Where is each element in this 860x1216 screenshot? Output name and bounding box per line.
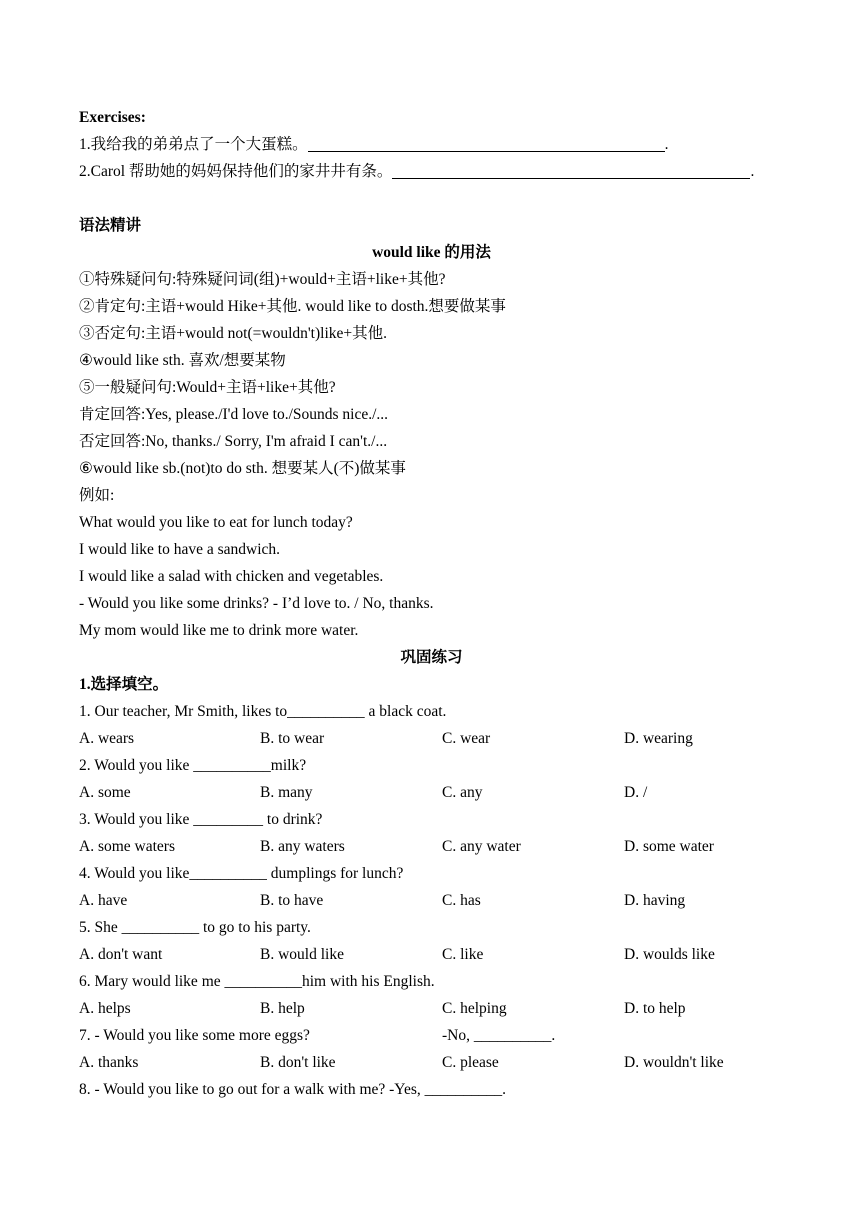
spacer [79,185,784,212]
option-a[interactable]: A. don't want [79,946,163,963]
option-c[interactable]: C. has [442,892,481,909]
option-c[interactable]: C. any water [442,838,521,855]
option-a[interactable]: A. helps [79,1000,131,1017]
question-options [79,833,784,860]
example-sentence: I would like a salad with chicken and vegetables. [79,568,384,585]
option-c[interactable]: C. please [442,1054,499,1071]
grammar-title: would like 的用法 [372,244,491,261]
option-b[interactable]: B. don't like [260,1054,336,1071]
option-a[interactable]: A. some [79,784,131,801]
grammar-line: ①特殊疑问句:特殊疑问词(组)+would+主语+like+其他? [79,271,446,288]
exercise-2 [79,158,784,185]
exercise-1 [79,131,784,158]
grammar-line: ④would like sth. 喜欢/想要某物 [79,352,286,369]
exercises-heading: Exercises: [79,109,146,126]
grammar-line: 例如: [79,487,115,504]
option-b[interactable]: B. to wear [260,730,325,747]
question-stem: 3. Would you like _________ to drink? [79,811,323,828]
worksheet-page [79,104,784,1103]
option-b[interactable]: B. help [260,1000,305,1017]
option-d[interactable]: D. to help [624,1000,686,1017]
grammar-line: ②肯定句:主语+would Hike+其他. would like to dosth.想要做某事 [79,298,506,315]
exercise-1-prompt: 1.我给我的弟弟点了一个大蛋糕。 [79,136,308,153]
question-stem: 2. Would you like __________milk? [79,757,307,774]
option-b[interactable]: B. to have [260,892,324,909]
exercise-2-prompt: 2.Carol 帮助她的妈妈保持他们的家井井有条。 [79,163,393,180]
answer-blank-1[interactable] [308,135,665,152]
question-options [79,779,784,806]
answer-blank-2[interactable] [392,162,750,179]
option-a[interactable]: A. some waters [79,838,175,855]
option-d[interactable]: D. having [624,892,686,909]
option-c[interactable]: C. wear [442,730,491,747]
question-stem: 1. Our teacher, Mr Smith, likes to__________ a black coat. [79,703,447,720]
option-b[interactable]: B. any waters [260,838,345,855]
exercise-1-end: . [664,136,669,153]
grammar-line: ③否定句:主语+would not(=wouldn't)like+其他. [79,325,388,342]
option-c[interactable]: C. helping [442,1000,507,1017]
option-d[interactable]: D. woulds like [624,946,715,963]
practice-title: 巩固练习 [400,649,463,666]
grammar-line: 肯定回答:Yes, please./I'd love to./Sounds nice./... [79,406,389,423]
option-a[interactable]: A. have [79,892,128,909]
question-options [79,725,784,752]
question-stem: 5. She __________ to go to his party. [79,919,311,936]
exercise-2-end: . [750,163,755,180]
grammar-line: ⑥would like sb.(not)to do sth. 想要某人(不)做某事 [79,460,406,477]
option-b[interactable]: B. many [260,784,313,801]
option-c[interactable]: C. like [442,946,484,963]
question-stem: 4. Would you like__________ dumplings for lunch? [79,865,404,882]
option-d[interactable]: D. / [624,784,648,801]
question-options [79,887,784,914]
practice-part-heading: 1.选择填空。 [79,676,169,693]
example-sentence: My mom would like me to drink more water. [79,622,359,639]
question-stem: 8. - Would you like to go out for a walk with me? -Yes, __________. [79,1081,506,1098]
option-d[interactable]: D. wearing [624,730,693,747]
grammar-line: ⑤一般疑问句:Would+主语+like+其他? [79,379,336,396]
option-a[interactable]: A. thanks [79,1054,139,1071]
question-stem-row [79,1022,784,1049]
option-a[interactable]: A. wears [79,730,135,747]
option-b[interactable]: B. would like [260,946,344,963]
example-sentence: - Would you like some drinks? - I’d love to. / No, thanks. [79,595,434,612]
question-stem: 6. Mary would like me __________him with his English. [79,973,435,990]
example-sentence: I would like to have a sandwich. [79,541,281,558]
grammar-section-heading: 语法精讲 [79,217,142,234]
option-d[interactable]: D. wouldn't like [624,1054,724,1071]
option-d[interactable]: D. some water [624,838,714,855]
question-options [79,995,784,1022]
question-stem: 7. - Would you like some more eggs? [79,1027,310,1044]
option-c[interactable]: C. any [442,784,483,801]
question-options [79,941,784,968]
example-sentence: What would you like to eat for lunch today? [79,514,353,531]
question-options [79,1049,784,1076]
question-answer-prompt: -No, __________. [442,1027,556,1044]
grammar-line: 否定回答:No, thanks./ Sorry, I'm afraid I can't./... [79,433,388,450]
